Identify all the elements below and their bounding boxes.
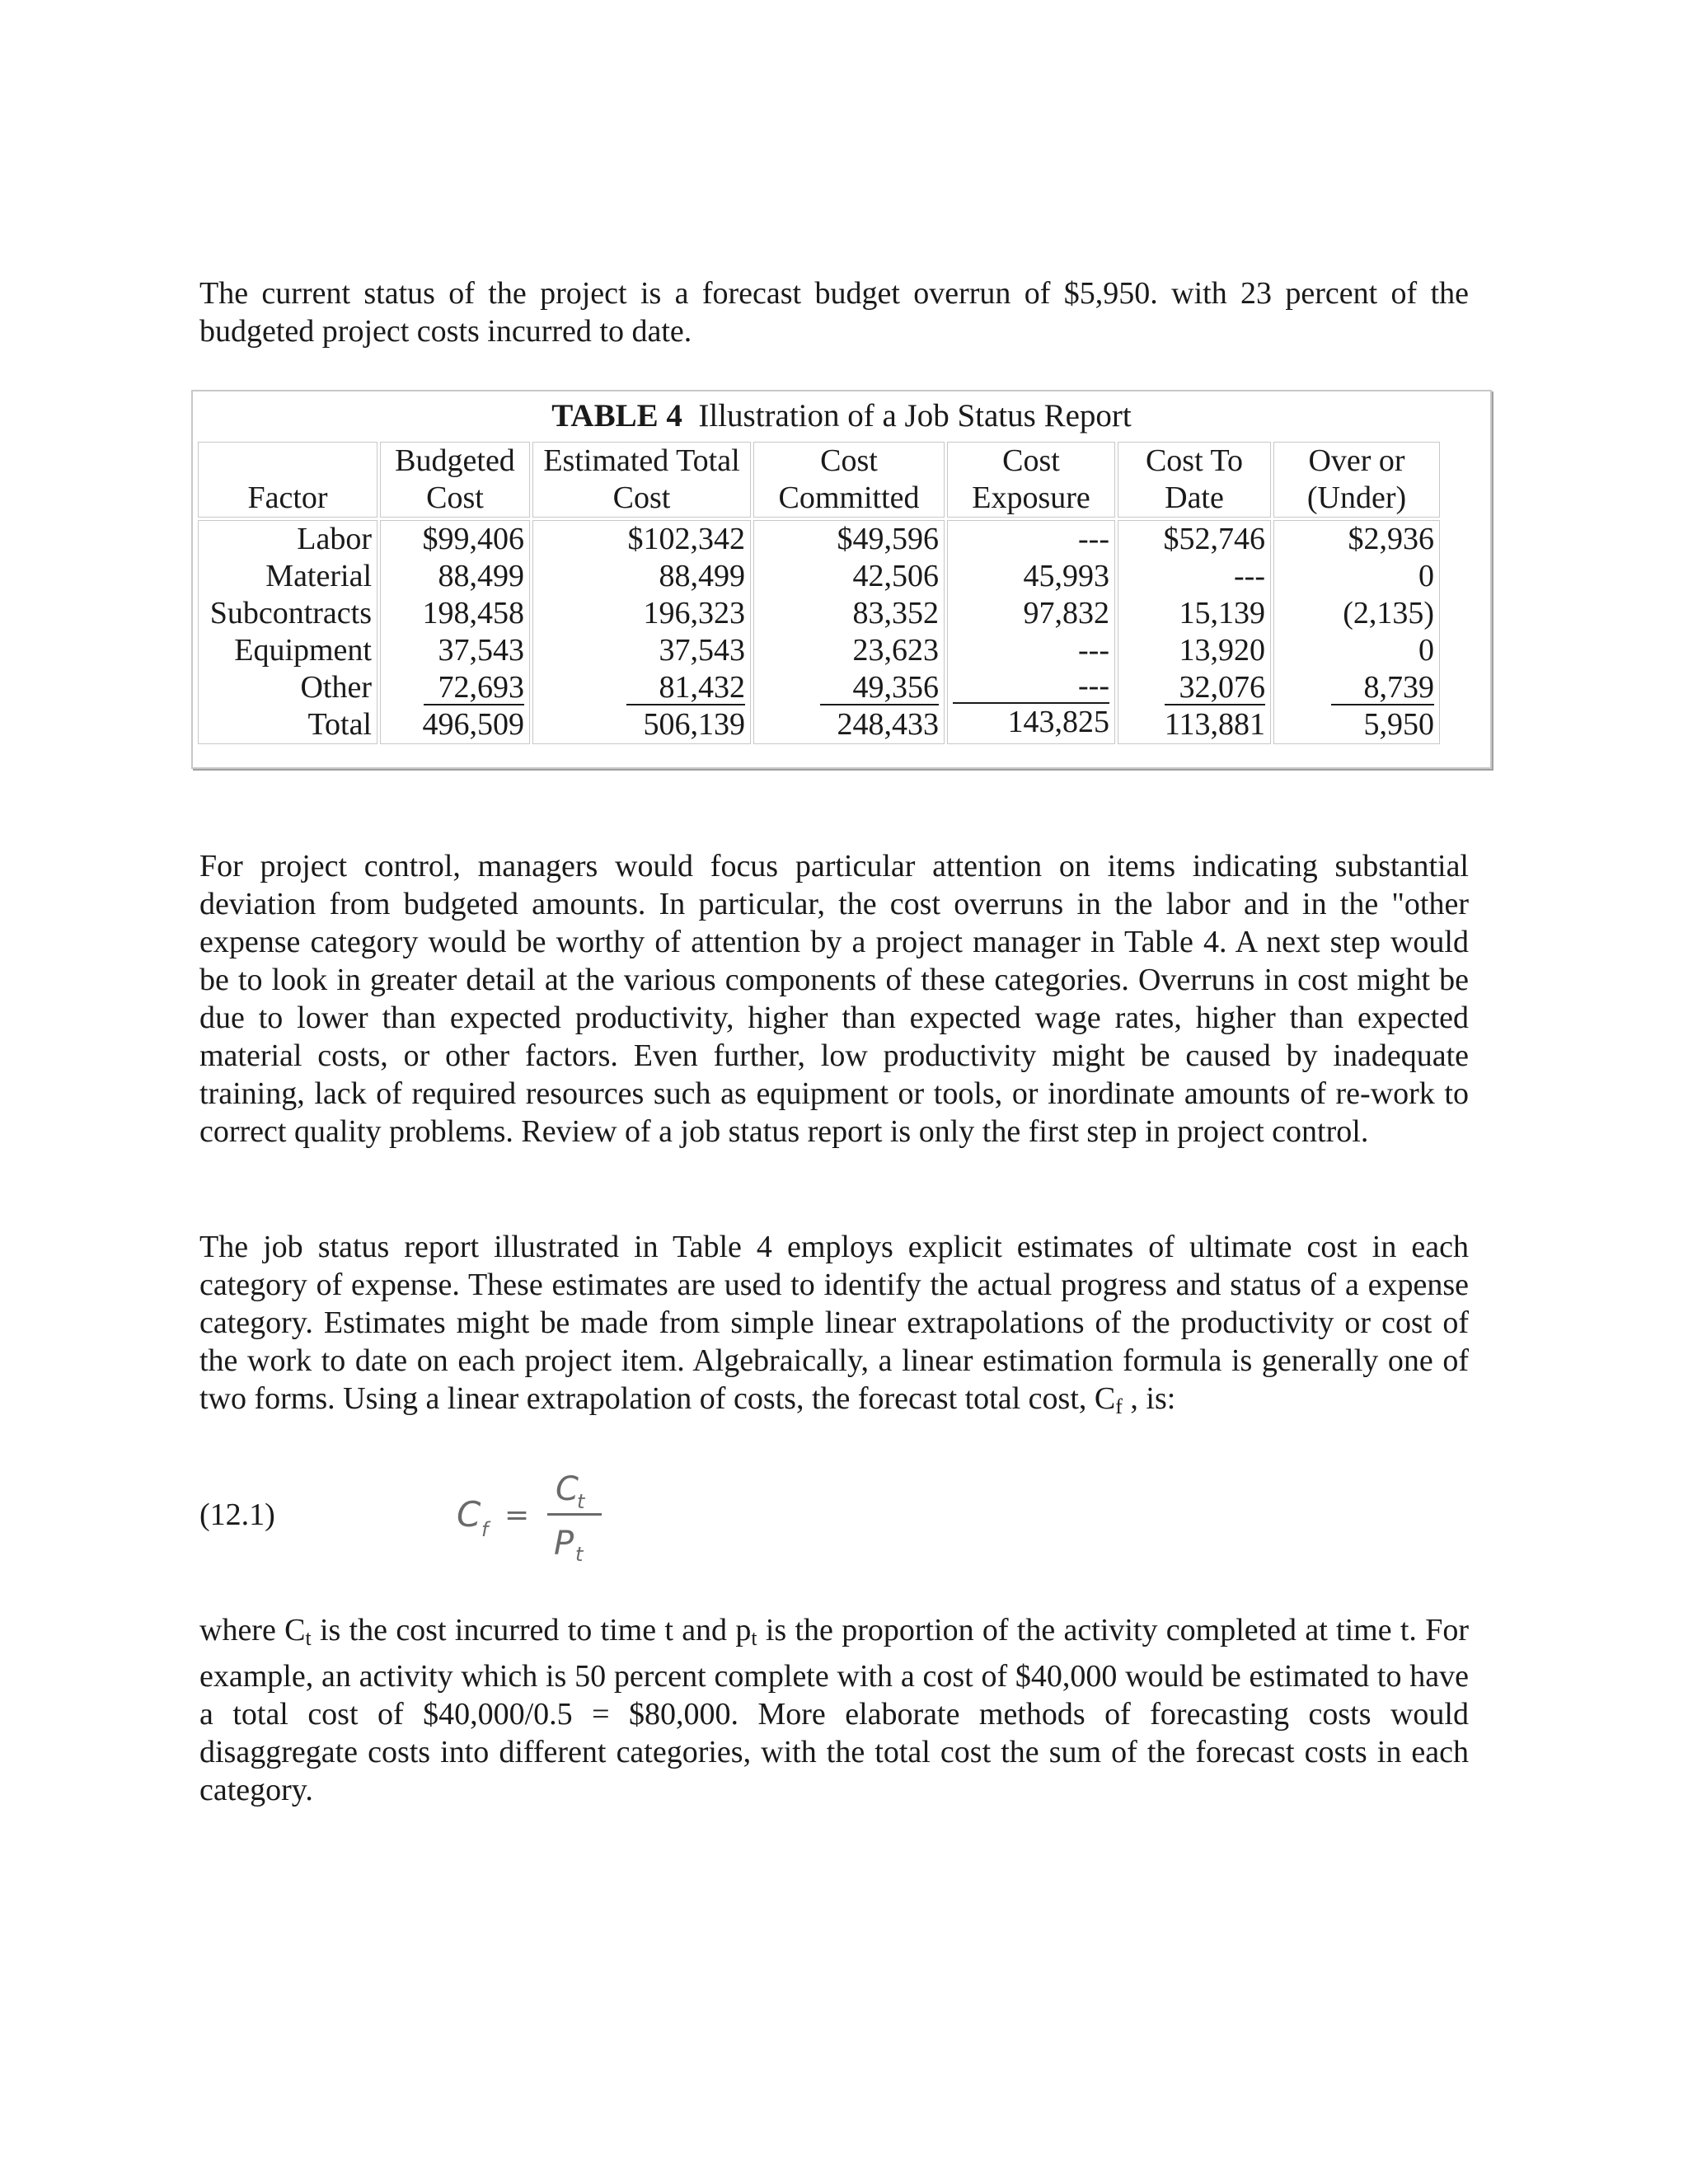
value-cell: $102,342 bbox=[627, 522, 745, 556]
value-cell: 15,139 bbox=[1179, 596, 1265, 630]
header-over-under: Over or (Under) bbox=[1273, 442, 1440, 518]
factor-cell: Equipment bbox=[234, 633, 372, 668]
total-cell: 506,139 bbox=[643, 707, 745, 742]
formula-equals: = bbox=[504, 1498, 530, 1532]
value-cell: 42,506 bbox=[852, 559, 939, 593]
value-cell: 88,499 bbox=[438, 559, 524, 593]
value-cell: 23,623 bbox=[852, 633, 939, 668]
value-cell: 45,993 bbox=[1023, 559, 1109, 593]
value-cell: --- bbox=[1078, 522, 1109, 556]
total-cell: 113,881 bbox=[1164, 707, 1265, 742]
factor-cell: Total bbox=[307, 707, 372, 742]
value-cell: --- bbox=[953, 669, 1109, 704]
value-cell: 81,432 bbox=[626, 671, 746, 705]
table-caption-title: Illustration of a Job Status Report bbox=[698, 398, 1132, 434]
factor-cell: Other bbox=[300, 670, 372, 705]
exposure-column bbox=[947, 520, 1115, 744]
formula-fraction-bar bbox=[547, 1513, 602, 1516]
factor-cell: Subcontracts bbox=[209, 596, 372, 630]
total-cell: 5,950 bbox=[1363, 707, 1434, 742]
formula-denominator: P bbox=[554, 1525, 574, 1563]
total-cell: 248,433 bbox=[837, 707, 939, 742]
table-body-row bbox=[198, 520, 1440, 744]
value-cell: 37,543 bbox=[438, 633, 524, 668]
forecast-paragraph: The job status report illustrated in Table 4 employs explicit estimates of ultimate cost in each category of expense. These estimates are used to identify the actual progress and status of a expense category. Estimates might be made from simple linear extrapolations of the productivity or cost of the work to date on each project item. Algebraically, a linear estimation formula is generally one of two forms. Using a linear extrapolation of costs, the forecast total cost, Cf , is: bbox=[199, 1230, 1469, 1418]
over-under-column bbox=[1273, 520, 1440, 744]
header-cost-to-date: Cost To Date bbox=[1118, 442, 1271, 518]
estimated-column bbox=[532, 520, 751, 744]
equation-number: (12.1) bbox=[199, 1497, 275, 1532]
formula-lhs-sub: f bbox=[481, 1518, 489, 1541]
table-caption-label: TABLE 4 bbox=[551, 398, 682, 434]
header-cost-committed: Cost Committed bbox=[753, 442, 945, 518]
factor-cell: Labor bbox=[297, 522, 372, 556]
table-header-row bbox=[198, 442, 1440, 518]
value-cell: 97,832 bbox=[1023, 596, 1109, 630]
job-status-table bbox=[195, 439, 1442, 747]
committed-column bbox=[753, 520, 945, 744]
value-cell: 196,323 bbox=[643, 596, 745, 630]
value-cell: 13,920 bbox=[1179, 633, 1265, 668]
value-cell: $99,406 bbox=[422, 522, 524, 556]
value-cell: $2,936 bbox=[1348, 522, 1434, 556]
value-cell: --- bbox=[1078, 633, 1109, 668]
total-cell: 496,509 bbox=[422, 707, 524, 742]
factor-column bbox=[198, 520, 377, 744]
intro-paragraph: The current status of the project is a forecast budget overrun of $5,950. with 23 percent of the budgeted project costs incurred to date. bbox=[199, 276, 1469, 349]
value-cell: --- bbox=[1234, 559, 1265, 593]
budgeted-column bbox=[380, 520, 530, 744]
explanation-paragraph: where Ct is the cost incurred to time t and pt is the proportion of the activity completed at time t. For example, an activity which is 50 percent complete with a cost of $40,000 would be estimated to have a total cost of $40,000/0.5 = $80,000. More elaborate methods of forecasting costs would disaggregate costs into different categories, with the total cost the sum of the forecast costs in each category. bbox=[199, 1613, 1469, 1807]
forecast-cost-formula bbox=[452, 1459, 617, 1574]
value-cell: 88,499 bbox=[659, 559, 745, 593]
value-cell: $52,746 bbox=[1163, 522, 1265, 556]
value-cell: (2,135) bbox=[1343, 596, 1434, 630]
value-cell: 37,543 bbox=[659, 633, 745, 668]
table-caption bbox=[191, 396, 1492, 437]
factor-cell: Material bbox=[265, 559, 372, 593]
total-cell: 143,825 bbox=[1007, 705, 1109, 739]
formula-numerator-sub: t bbox=[577, 1490, 585, 1513]
to-date-column bbox=[1118, 520, 1271, 744]
header-estimated-total-cost: Estimated Total Cost bbox=[532, 442, 751, 518]
header-cost-exposure: Cost Exposure bbox=[947, 442, 1115, 518]
value-cell: 83,352 bbox=[852, 596, 939, 630]
header-factor: Factor bbox=[198, 442, 377, 518]
formula-lhs: C bbox=[457, 1494, 481, 1535]
value-cell: 0 bbox=[1418, 559, 1434, 593]
header-budgeted-cost: Budgeted Cost bbox=[380, 442, 530, 518]
formula-denominator-sub: t bbox=[575, 1543, 584, 1566]
value-cell: 0 bbox=[1418, 633, 1434, 668]
value-cell: 72,693 bbox=[424, 671, 525, 705]
value-cell: 8,739 bbox=[1331, 671, 1435, 705]
formula-numerator: C bbox=[556, 1470, 579, 1508]
value-cell: 32,076 bbox=[1165, 671, 1266, 705]
value-cell: 49,356 bbox=[820, 671, 940, 705]
value-cell: 198,458 bbox=[422, 596, 524, 630]
value-cell: $49,596 bbox=[837, 522, 939, 556]
project-control-paragraph: For project control, managers would focus particular attention on items indicating substantial deviation from budgeted amounts. In particular, the cost overruns in the labor and in the "other expense category would be worthy of attention by a project manager in Table 4. A next step would be to look in greater detail at the various components of these categories. Overruns in cost might be due to lower than expected productivity, higher than expected wage rates, higher than expected material costs, or other factors. Even further, low productivity might be caused by inadequate training, lack of required resources such as equipment or tools, or inordinate amounts of re-work to correct quality problems. Review of a job status report is only the first step in project control. bbox=[199, 849, 1469, 1149]
